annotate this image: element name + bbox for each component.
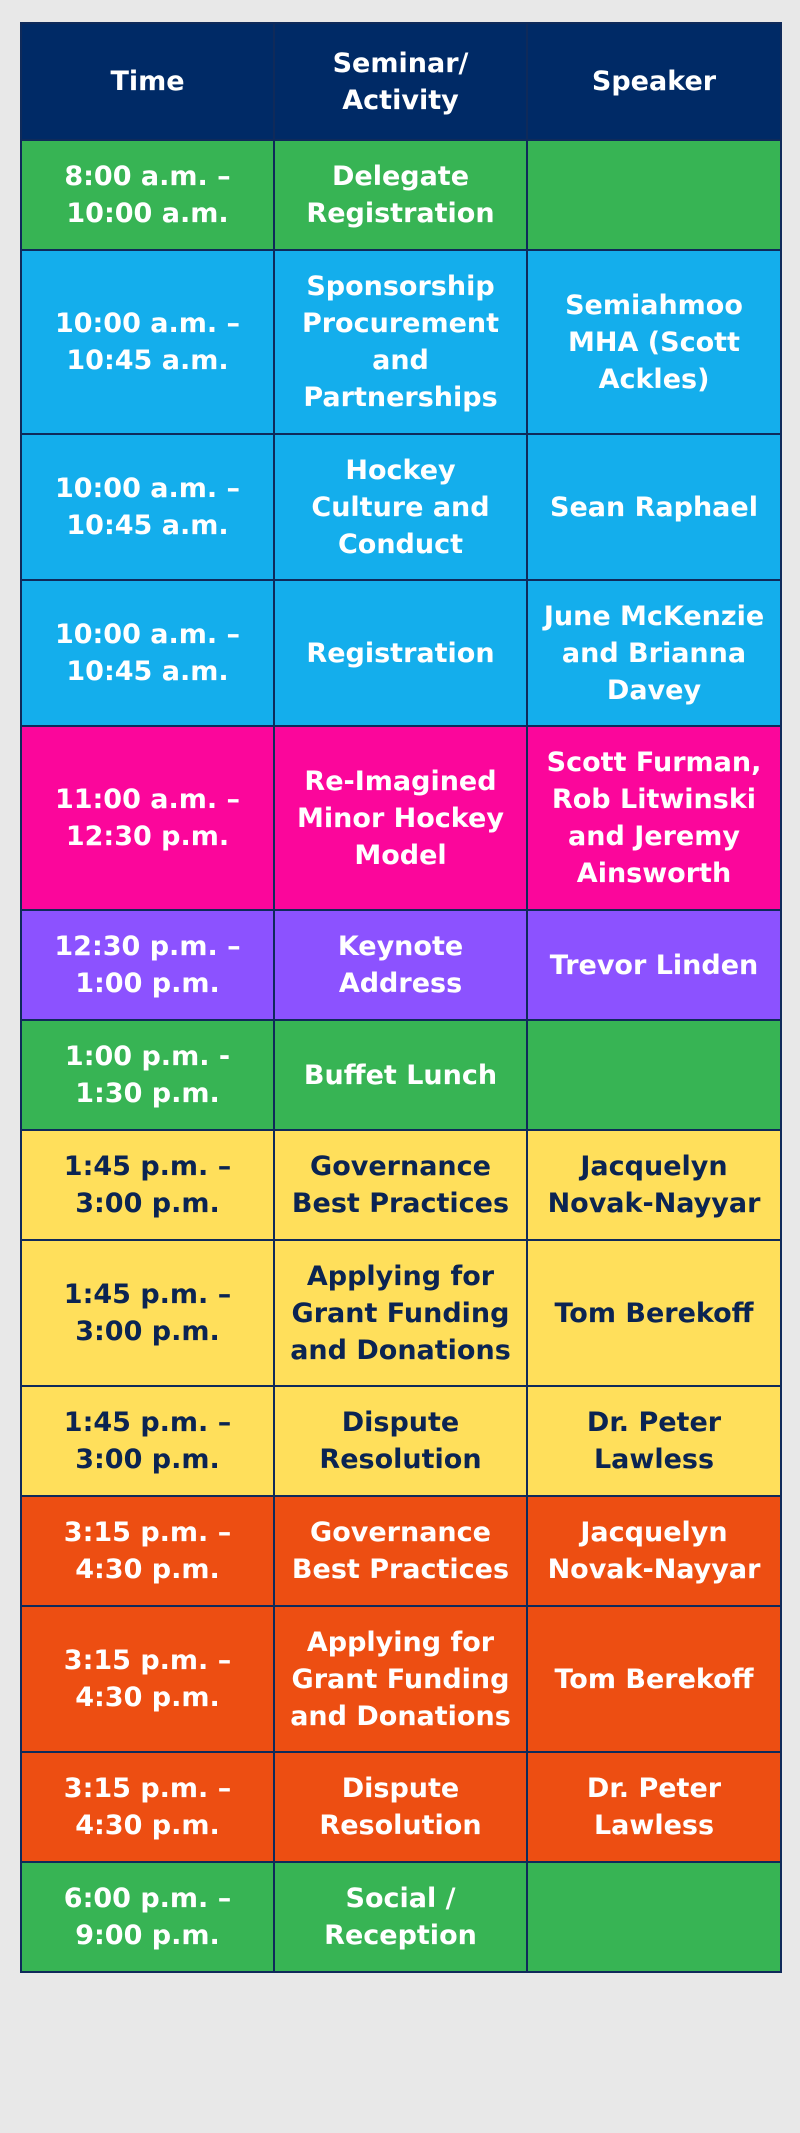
table-row	[21, 250, 781, 434]
activity-cell: Keynote Address	[274, 910, 527, 1020]
activity-cell: Applying for Grant Funding and Donations	[274, 1240, 527, 1386]
time-cell: 1:45 p.m. – 3:00 p.m.	[21, 1130, 274, 1240]
time-cell: 10:00 a.m. – 10:45 a.m.	[21, 250, 274, 434]
table-row	[21, 1240, 781, 1386]
time-cell: 6:00 p.m. – 9:00 p.m.	[21, 1862, 274, 1972]
table-row	[21, 434, 781, 580]
table-row	[21, 140, 781, 250]
speaker-cell: Scott Furman, Rob Litwinski and Jeremy Ainsworth	[527, 726, 781, 910]
activity-cell: Hockey Culture and Conduct	[274, 434, 527, 580]
time-cell: 3:15 p.m. – 4:30 p.m.	[21, 1496, 274, 1606]
time-cell: 10:00 a.m. – 10:45 a.m.	[21, 434, 274, 580]
activity-cell: Applying for Grant Funding and Donations	[274, 1606, 527, 1752]
activity-cell: Delegate Registration	[274, 140, 527, 250]
table-row	[21, 1496, 781, 1606]
time-cell: 1:00 p.m. - 1:30 p.m.	[21, 1020, 274, 1130]
table-row	[21, 1606, 781, 1752]
activity-cell: Governance Best Practices	[274, 1496, 527, 1606]
time-cell: 8:00 a.m. – 10:00 a.m.	[21, 140, 274, 250]
schedule-table	[20, 22, 782, 1973]
speaker-cell	[527, 140, 781, 250]
table-row	[21, 726, 781, 910]
table-row	[21, 1130, 781, 1240]
header-speaker: Speaker	[527, 23, 781, 140]
table-row	[21, 1752, 781, 1862]
header-row	[21, 23, 781, 140]
activity-cell: Dispute Resolution	[274, 1386, 527, 1496]
speaker-cell: June McKenzie and Brianna Davey	[527, 580, 781, 726]
activity-cell: Registration	[274, 580, 527, 726]
speaker-cell	[527, 1862, 781, 1972]
speaker-cell: Jacquelyn Novak-Nayyar	[527, 1496, 781, 1606]
activity-cell: Re-Imagined Minor Hockey Model	[274, 726, 527, 910]
activity-cell: Governance Best Practices	[274, 1130, 527, 1240]
activity-cell: Social / Reception	[274, 1862, 527, 1972]
activity-cell: Dispute Resolution	[274, 1752, 527, 1862]
speaker-cell: Semiahmoo MHA (Scott Ackles)	[527, 250, 781, 434]
table-row	[21, 580, 781, 726]
time-cell: 3:15 p.m. – 4:30 p.m.	[21, 1752, 274, 1862]
speaker-cell: Trevor Linden	[527, 910, 781, 1020]
header-seminar-activity: Seminar/ Activity	[274, 23, 527, 140]
activity-cell: Sponsorship Procurement and Partnerships	[274, 250, 527, 434]
table-row	[21, 1862, 781, 1972]
speaker-cell: Jacquelyn Novak-Nayyar	[527, 1130, 781, 1240]
table-row	[21, 1020, 781, 1130]
speaker-cell: Sean Raphael	[527, 434, 781, 580]
time-cell: 11:00 a.m. – 12:30 p.m.	[21, 726, 274, 910]
time-cell: 3:15 p.m. – 4:30 p.m.	[21, 1606, 274, 1752]
time-cell: 1:45 p.m. – 3:00 p.m.	[21, 1386, 274, 1496]
speaker-cell: Dr. Peter Lawless	[527, 1752, 781, 1862]
speaker-cell: Tom Berekoff	[527, 1606, 781, 1752]
table-row	[21, 910, 781, 1020]
table-header	[21, 23, 781, 140]
table-row	[21, 1386, 781, 1496]
speaker-cell: Dr. Peter Lawless	[527, 1386, 781, 1496]
table-body	[21, 140, 781, 1972]
time-cell: 10:00 a.m. – 10:45 a.m.	[21, 580, 274, 726]
header-time: Time	[21, 23, 274, 140]
time-cell: 1:45 p.m. – 3:00 p.m.	[21, 1240, 274, 1386]
time-cell: 12:30 p.m. – 1:00 p.m.	[21, 910, 274, 1020]
speaker-cell: Tom Berekoff	[527, 1240, 781, 1386]
speaker-cell	[527, 1020, 781, 1130]
activity-cell: Buffet Lunch	[274, 1020, 527, 1130]
